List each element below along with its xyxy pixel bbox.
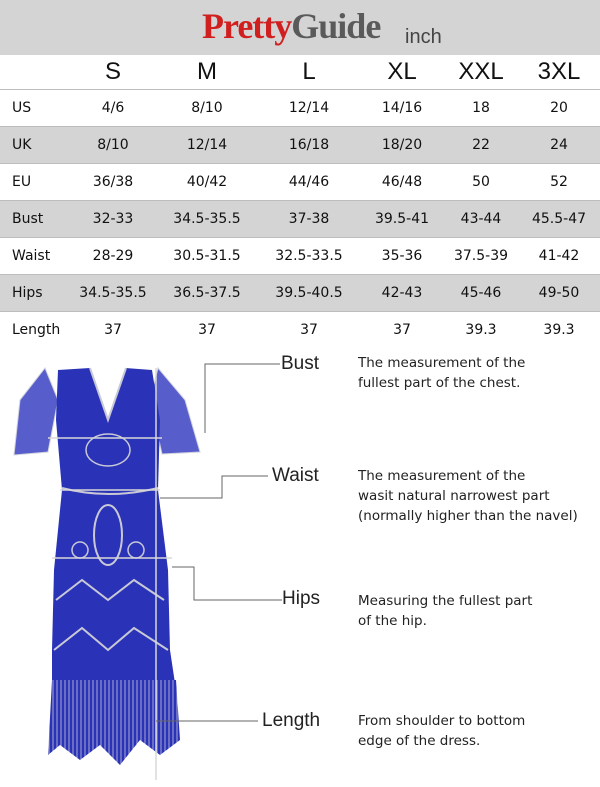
table-cell: 18/20 xyxy=(360,127,444,164)
table-cell: 12/14 xyxy=(156,127,258,164)
table-row xyxy=(0,90,600,127)
table-cell: 37 xyxy=(258,312,360,349)
table-cell: 34.5-35.5 xyxy=(70,275,156,312)
size-chart-table xyxy=(0,0,600,343)
table-cell: 49-50 xyxy=(518,275,600,312)
desc-line: edge of the dress. xyxy=(358,733,481,749)
table-cell: 41-42 xyxy=(518,238,600,275)
table-cell: 22 xyxy=(444,127,518,164)
table-cell: 45-46 xyxy=(444,275,518,312)
table-cell: 46/48 xyxy=(360,164,444,201)
table-cell: 42-43 xyxy=(360,275,444,312)
table-cell: 39.5-40.5 xyxy=(258,275,360,312)
waist-leader xyxy=(160,476,268,498)
bust-leader xyxy=(205,364,280,433)
table-cell: 37 xyxy=(360,312,444,349)
length-description xyxy=(358,711,525,751)
table-row xyxy=(0,238,600,275)
row-label: Waist xyxy=(0,238,70,275)
table-cell: 30.5-31.5 xyxy=(156,238,258,275)
waist-description xyxy=(358,466,578,526)
hips-leader xyxy=(172,567,282,600)
desc-line: Measuring the fullest part xyxy=(358,593,533,609)
table-cell: 39.3 xyxy=(444,312,518,349)
waist-label: Waist xyxy=(272,465,319,486)
table-cell: 24 xyxy=(518,127,600,164)
row-label: Bust xyxy=(0,201,70,238)
table-row xyxy=(0,127,600,164)
table-cell: 37 xyxy=(70,312,156,349)
table-cell: 35-36 xyxy=(360,238,444,275)
desc-line: The measurement of the xyxy=(358,468,526,484)
table-cell: 37-38 xyxy=(258,201,360,238)
table-cell: 43-44 xyxy=(444,201,518,238)
bust-description xyxy=(358,353,525,393)
table-cell: 44/46 xyxy=(258,164,360,201)
size-header: L xyxy=(258,55,360,90)
size-grid xyxy=(0,55,600,348)
table-cell: 50 xyxy=(444,164,518,201)
hips-label: Hips xyxy=(282,588,321,609)
table-cell: 16/18 xyxy=(258,127,360,164)
table-cell: 8/10 xyxy=(70,127,156,164)
table-row xyxy=(0,164,600,201)
table-cell: 39.5-41 xyxy=(360,201,444,238)
table-row xyxy=(0,201,600,238)
size-header: S xyxy=(70,55,156,90)
table-cell: 8/10 xyxy=(156,90,258,127)
desc-line: of the hip. xyxy=(358,613,427,629)
table-cell: 32-33 xyxy=(70,201,156,238)
table-cell: 36/38 xyxy=(70,164,156,201)
row-label: EU xyxy=(0,164,70,201)
table-cell: 45.5-47 xyxy=(518,201,600,238)
row-label: UK xyxy=(0,127,70,164)
row-label: US xyxy=(0,90,70,127)
size-header: XL xyxy=(360,55,444,90)
desc-line: The measurement of the xyxy=(358,355,526,371)
table-cell: 18 xyxy=(444,90,518,127)
table-cell: 52 xyxy=(518,164,600,201)
table-row xyxy=(0,275,600,312)
size-header: M xyxy=(156,55,258,90)
bust-label: Bust xyxy=(281,353,320,374)
table-cell: 37.5-39 xyxy=(444,238,518,275)
brand-logo-part1: Pretty xyxy=(202,6,292,46)
table-cell: 39.3 xyxy=(518,312,600,349)
desc-line: wasit natural narrowest part xyxy=(358,488,550,504)
row-label: Length xyxy=(0,312,70,349)
table-cell: 40/42 xyxy=(156,164,258,201)
table-cell: 37 xyxy=(156,312,258,349)
size-header-row xyxy=(0,55,600,90)
table-cell: 34.5-35.5 xyxy=(156,201,258,238)
desc-line: fullest part of the chest. xyxy=(358,375,521,391)
table-cell: 28-29 xyxy=(70,238,156,275)
table-cell: 4/6 xyxy=(70,90,156,127)
brand-header xyxy=(0,0,600,55)
size-header: 3XL xyxy=(518,55,600,90)
table-cell: 32.5-33.5 xyxy=(258,238,360,275)
size-header: XXL xyxy=(444,55,518,90)
desc-line: From shoulder to bottom xyxy=(358,713,526,729)
table-cell: 14/16 xyxy=(360,90,444,127)
table-cell: 36.5-37.5 xyxy=(156,275,258,312)
corner-cell xyxy=(0,55,70,90)
table-cell: 12/14 xyxy=(258,90,360,127)
hips-description xyxy=(358,591,532,631)
row-label: Hips xyxy=(0,275,70,312)
length-label: Length xyxy=(262,710,321,731)
brand-logo-part2: Guide xyxy=(291,6,381,46)
brand-logo xyxy=(202,4,380,48)
unit-label: inch xyxy=(405,26,442,48)
desc-line: (normally higher than the navel) xyxy=(358,508,578,524)
table-cell: 20 xyxy=(518,90,600,127)
